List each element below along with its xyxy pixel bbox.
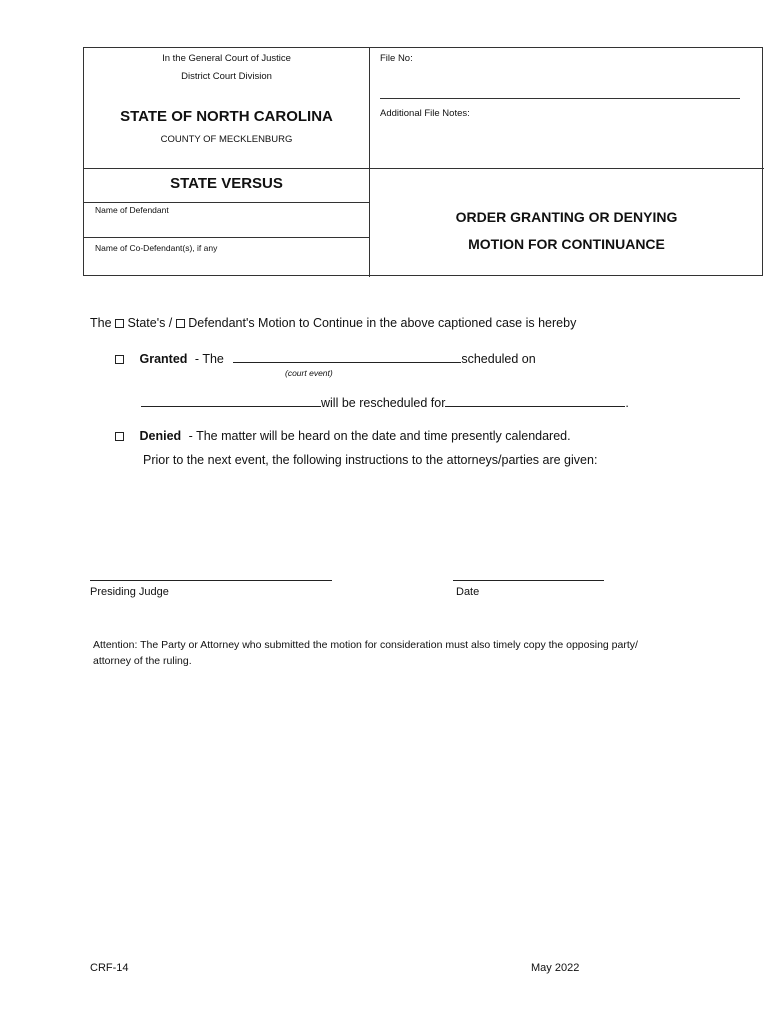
county-name: COUNTY OF MECKLENBURG [160, 134, 293, 145]
order-title-line1: ORDER GRANTING OR DENYING [455, 209, 678, 225]
attention-line1: Attention: The Party or Attorney who submitted the motion for consideration must also timely copy the opposing party/ [93, 639, 638, 651]
additional-notes-label: Additional File Notes: [380, 108, 470, 119]
file-no-label: File No: [380, 53, 413, 64]
defendant-label: Name of Defendant [95, 205, 169, 215]
scheduled-on-text: scheduled on [461, 352, 536, 366]
state-heading: STATE OF NORTH CAROLINA [120, 108, 333, 125]
defendants-motion-text: Defendant's Motion to Continue in the above captioned case is hereby [188, 316, 577, 330]
rescheduled-text: will be rescheduled for [321, 396, 446, 410]
case-caption-box [83, 47, 763, 276]
date-signature-line[interactable] [453, 580, 604, 581]
states-label: State's / [127, 316, 173, 330]
court-event-hint: (court event) [285, 368, 333, 378]
defendant-checkbox[interactable] [176, 319, 185, 328]
reschedule-row [141, 395, 629, 410]
granted-row [115, 351, 536, 366]
denied-row [115, 429, 571, 443]
attention-line2: attorney of the ruling. [93, 655, 192, 667]
codefendant-divider [84, 237, 369, 238]
state-checkbox[interactable] [115, 319, 124, 328]
court-line2: District Court Division [181, 71, 272, 82]
codefendant-label: Name of Co-Defendant(s), if any [95, 243, 218, 253]
court-event-field[interactable] [233, 351, 461, 363]
granted-the-text: - The [194, 352, 224, 366]
motion-statement [90, 316, 576, 330]
denied-text: - The matter will be heard on the date and time presently calendared. [188, 429, 571, 443]
new-date-field[interactable] [445, 395, 625, 407]
denied-checkbox[interactable] [115, 432, 124, 441]
denied-label: Denied [139, 429, 182, 443]
order-title-line2: MOTION FOR CONTINUANCE [468, 236, 665, 252]
reschedule-period: . [625, 396, 629, 410]
defendant-divider [84, 202, 369, 203]
granted-label: Granted [139, 352, 188, 366]
motion-prefix: The [90, 316, 112, 330]
court-line1: In the General Court of Justice [162, 53, 291, 64]
judge-signature-line[interactable] [90, 580, 332, 581]
file-no-line[interactable] [380, 98, 740, 99]
original-date-field[interactable] [141, 395, 321, 407]
date-label: Date [456, 586, 480, 598]
presiding-judge-label: Presiding Judge [90, 586, 169, 598]
revision-date: May 2022 [531, 962, 580, 974]
state-versus-heading: STATE VERSUS [170, 175, 283, 192]
caption-horizontal-divider [84, 168, 764, 169]
granted-checkbox[interactable] [115, 355, 124, 364]
instructions-text: Prior to the next event, the following instructions to the attorneys/parties are given: [143, 453, 598, 467]
form-code: CRF-14 [90, 962, 129, 974]
